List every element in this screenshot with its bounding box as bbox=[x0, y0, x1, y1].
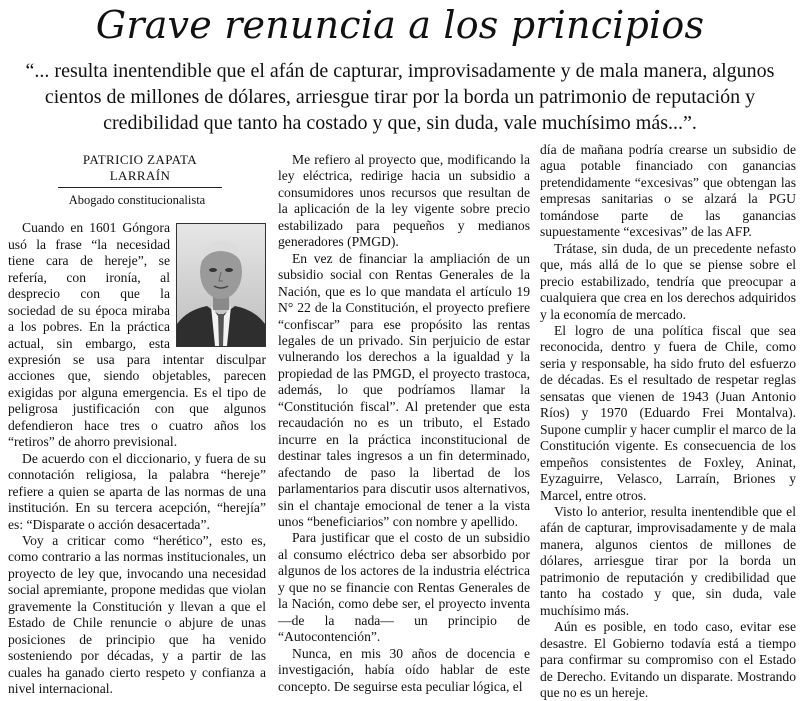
author-portrait-icon bbox=[176, 223, 266, 347]
paragraph-6: Para justificar que el costo de un subsidio al consumo eléctrico deba ser absorbido por algunos de los actores de la industria eléctrica y que no se financie con Rentas Generales de la Nación, como debe ser, el proyecto inventa —de la nada— un principio de “Autocontención”. bbox=[278, 530, 530, 645]
author-name: PATRICIO ZAPATA LARRAÍN bbox=[58, 152, 222, 188]
column-2 bbox=[278, 152, 530, 694]
paragraph-3: Voy a criticar como “herético”, esto es, como contrario a las normas institucionales, un proyecto de ley que, invocando una necesidad social apremiante, propone medidas que violan gravemente la Constitución y llevan a que el Estado de Chile renuncie o abjure de unas posiciones de principio que ha venido sosteniendo por décadas, y a partir de las cuales ha ganado cierto respeto y confianza a nivel internacional. bbox=[8, 532, 266, 697]
column-3 bbox=[540, 142, 796, 700]
paragraph-2: De acuerdo con el diccionario, y fuera de su connotación religiosa, la palabra “hereje” refiere a quien se aparta de las normas de una institución. En su tercera acepción, “herejía” es: “Disparate o acción desacertada”. bbox=[8, 450, 266, 532]
paragraph-4: Me refiero al proyecto que, modificando la ley eléctrica, redirige hacia un subsidio a consumidores unos recursos que resultan de la aplicación de la ley vigente sobre precio estabilizado para pequeños y medianos generadores (PMGD). bbox=[278, 152, 530, 250]
pull-quote-deck: “... resulta inentendible que el afán de capturar, improvisadamente y de mala manera, algunos cientos de millones de dólares, arriesgue tirar por la borda un patrimonio de reputación y credibilidad que tanto ha costado y que, sin duda, vale muchísimo más...”. bbox=[25, 60, 775, 134]
paragraph-8-continued: día de mañana podría crearse un subsidio de agua potable financiado con ganancias pretendidamente “excesivas” que obtengan las empresas sanitarias o se alzará la PGU tomándose parte de las ganancias supuestamente “excesivas” de las AFP. bbox=[540, 142, 796, 240]
column-1 bbox=[8, 152, 266, 697]
paragraph-10: El logro de una política fiscal que sea reconocida, dentro y fuera de Chile, como seria y responsable, ha sido fruto del esfuerzo de décadas. Es el resultado de respetar reglas sensatas que vienen de 1943 (Juan Antonio Ríos) y 1970 (Eduardo Frei Montalva). Supone cumplir y hacer cumplir el marco de la Constitución vigente. Es consecuencia de los empeños consistentes de Foxley, Aninat, Eyzaguirre, Velasco, Larraín, Briones y Marcel, entre otros. bbox=[540, 322, 796, 503]
headline: Grave renuncia a los principios bbox=[95, 3, 705, 47]
paragraph-12: Aún es posible, en todo caso, evitar ese desastre. El Gobierno todavía está a tiempo para confirmar su compromiso con el Estado de Derecho. Evitando un disparate. Mostrando que no es un hereje. bbox=[540, 619, 796, 700]
paragraph-9: Trátase, sin duda, de un precedente nefasto que, más allá de lo que se piense sobre el precio estabilizado, tendría que preocupar a cualquiera que crea en los derechos adquiridos y la economía de mercado. bbox=[540, 240, 796, 322]
paragraph-11: Visto lo anterior, resulta inentendible que el afán de capturar, improvisadamente y de mala manera, algunos cientos de millones de dólares, arriesgue tirar por la borda un patrimonio de reputación y credibilidad que tanto ha costado y que, sin duda, vale muchísimo más. bbox=[540, 503, 796, 618]
paragraph-text: Cuando en 1601 Góngora usó la frase “la necesidad tiene cara de hereje”, se refería, con ironía, al desprecio con que la sociedad de su época miraba a los pobres. En la práctica actual, sin embargo, esta expresión se usa para intentar disculpar acciones que, siendo objetables, parecen exigidas por alguna emergencia. Es el tipo de peligrosa justificación con que algunos defendieron hace tres o cuatro años los “retiros” de ahorro previsional. bbox=[8, 220, 266, 450]
paragraph-1-with-photo bbox=[8, 220, 266, 450]
paragraph-7: Nunca, en mis 30 años de docencia e investigación, había oído hablar de este concepto. De seguirse esta peculiar lógica, el bbox=[278, 645, 530, 694]
paragraph-5: En vez de financiar la ampliación de un subsidio social con Rentas Generales de la Nación, que es lo que mandata el artículo 19 N° 22 de la Constitución, el proyecto prefiere “confiscar” para ese propósito las rentas legales de un privado. Sin perjuicio de estar vulnerando los derechos a la igualdad y la propiedad de las PMGD, el proyecto trastoca, además, lo que podríamos llamar la “Constitución fiscal”. Al pretender que esta recaudación no es un tributo, el Estado incurre en la práctica inconstitucional de destinar tales ingresos a un fin determinado, afectando de paso la libertad de los parlamentarios para discutir usos alternativos, sin el chantaje emocional de tener a la vista unos “beneficiarios” con nombre y apellido. bbox=[278, 250, 530, 529]
author-role: Abogado constitucionalista bbox=[68, 192, 206, 207]
